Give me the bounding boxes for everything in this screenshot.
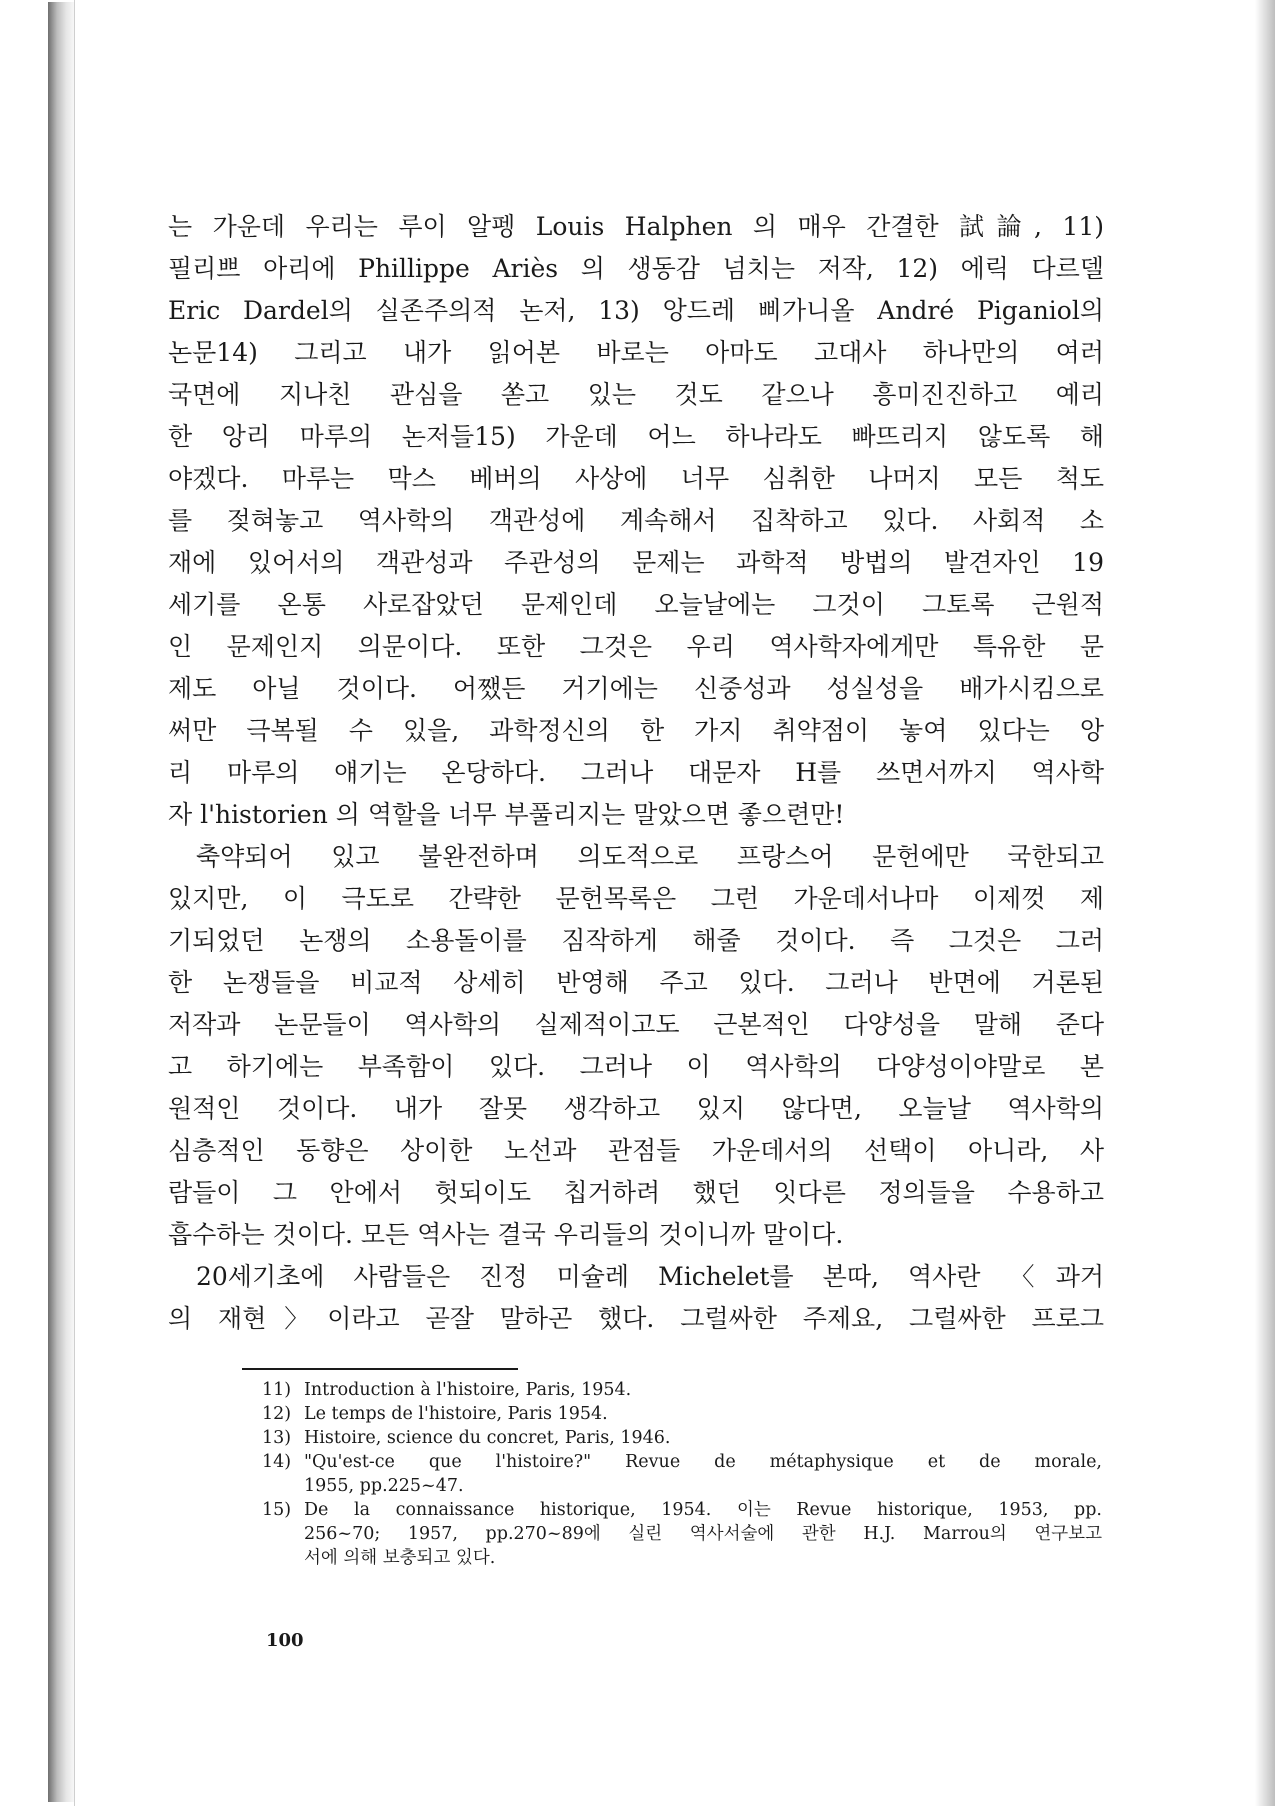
footnote-text-continued: 1955, pp.225~47. <box>304 1476 464 1496</box>
text-line: 기되었던 논쟁의 소용돌이를 짐작하게 해줄 것이다. 즉 그것은 그러 <box>168 926 1104 955</box>
footnote <box>262 1426 1102 1450</box>
text-line: 원적인 것이다. 내가 잘못 생각하고 있지 않다면, 오늘날 역사학의 <box>168 1094 1104 1123</box>
text-line: 고 하기에는 부족함이 있다. 그러나 이 역사학의 다양성이야말로 본 <box>168 1052 1104 1081</box>
footnote-number: 13) <box>262 1428 292 1448</box>
footnote-text: Le temps de l'histoire, Paris 1954. <box>304 1404 608 1424</box>
text-line: 를 젖혀놓고 역사학의 객관성에 계속해서 집착하고 있다. 사회적 소 <box>168 506 1104 535</box>
text-line: Eric Dardel의 실존주의적 논저, 13) 앙드레 삐가니올 André Piganiol의 <box>168 296 1104 325</box>
footnote-text-continued: 서에 의해 보충되고 있다. <box>304 1548 496 1568</box>
text-line: 한 앙리 마루의 논저들15) 가운데 어느 하나라도 빠뜨리지 않도록 해 <box>168 422 1104 451</box>
footnote <box>262 1402 1102 1426</box>
text-line: 재에 있어서의 객관성과 주관성의 문제는 과학적 방법의 발견자인 19 <box>168 548 1104 577</box>
text-line: 는 가운데 우리는 루이 알펭 Louis Halphen 의 매우 간결한 試論, 11) <box>168 212 1104 241</box>
text-line: 야겠다. 마루는 막스 베버의 사상에 너무 심취한 나머지 모든 척도 <box>168 464 1104 493</box>
text-line: 세기를 온통 사로잡았던 문제인데 오늘날에는 그것이 그토록 근원적 <box>168 590 1104 619</box>
text-line: 축약되어 있고 불완전하며 의도적으로 프랑스어 문헌에만 국한되고 <box>196 842 1104 871</box>
footnote-number: 12) <box>262 1404 292 1424</box>
book-edge <box>48 2 74 1802</box>
footnote-text: De la connaissance historique, 1954. 이는 Revue historique, 1953, pp. <box>304 1500 1102 1520</box>
text-line: 의 재현〉이라고 곧잘 말하곤 했다. 그럴싸한 주제요, 그럴싸한 프로그 <box>168 1304 1104 1333</box>
text-line: 인 문제인지 의문이다. 또한 그것은 우리 역사학자에게만 특유한 문 <box>168 632 1104 661</box>
footnote-number: 11) <box>262 1380 292 1400</box>
text-line: 흡수하는 것이다. 모든 역사는 결국 우리들의 것이니까 말이다. <box>168 1220 844 1249</box>
text-line: 심층적인 동향은 상이한 노선과 관점들 가운데서의 선택이 아니라, 사 <box>168 1136 1104 1165</box>
footnote <box>262 1378 1102 1402</box>
text-line: 제도 아닐 것이다. 어쨌든 거기에는 신중성과 성실성을 배가시킴으로 <box>168 674 1104 703</box>
page-number: 100 <box>266 1630 304 1651</box>
footnote-text-block <box>304 1450 1102 1498</box>
footnote <box>262 1498 1102 1570</box>
text-line: 한 논쟁들을 비교적 상세히 반영해 주고 있다. 그러나 반면에 거론된 <box>168 968 1104 997</box>
text-line: 자 l'historien 의 역할을 너무 부풀리지는 말았으면 좋으련만! <box>168 800 845 829</box>
text-line: 저작과 논문들이 역사학의 실제적이고도 근본적인 다양성을 말해 준다 <box>168 1010 1104 1039</box>
footnote <box>262 1450 1102 1498</box>
footnote-text-block <box>304 1498 1102 1570</box>
footnote-number: 14) <box>262 1452 292 1472</box>
footnote-text: Histoire, science du concret, Paris, 1946. <box>304 1428 671 1448</box>
text-line: 리 마루의 얘기는 온당하다. 그러나 대문자 H를 쓰면서까지 역사학 <box>168 758 1104 787</box>
footnote-number: 15) <box>262 1500 292 1520</box>
body-text <box>168 206 1104 1340</box>
page-shadow <box>1255 0 1275 1806</box>
text-line: 20세기초에 사람들은 진정 미슐레 Michelet를 본따, 역사란 〈과거 <box>196 1262 1104 1291</box>
text-line: 필리쁘 아리에 Phillippe Ariès 의 생동감 넘치는 저작, 12) 에릭 다르델 <box>168 254 1104 283</box>
text-line: 써만 극복될 수 있을, 과학정신의 한 가지 취약점이 놓여 있다는 앙 <box>168 716 1104 745</box>
footnote-text: Introduction à l'histoire, Paris, 1954. <box>304 1380 632 1400</box>
footnote-divider <box>242 1368 518 1370</box>
footnotes <box>262 1378 1102 1570</box>
text-line: 논문14) 그리고 내가 읽어본 바로는 아마도 고대사 하나만의 여러 <box>168 338 1104 367</box>
text-line: 있지만, 이 극도로 간략한 문헌목록은 그런 가운데서나마 이제껏 제 <box>168 884 1104 913</box>
footnote-text-continued: 256~70; 1957, pp.270~89에 실린 역사서술에 관한 H.J. Marrou의 연구보고 <box>304 1524 1102 1544</box>
text-line: 람들이 그 안에서 헛되이도 칩거하려 했던 잇다른 정의들을 수용하고 <box>168 1178 1104 1207</box>
footnote-text: "Qu'est-ce que l'histoire?" Revue de métaphysique et de morale, <box>304 1452 1102 1472</box>
text-line: 국면에 지나친 관심을 쏟고 있는 것도 같으나 흥미진진하고 예리 <box>168 380 1104 409</box>
